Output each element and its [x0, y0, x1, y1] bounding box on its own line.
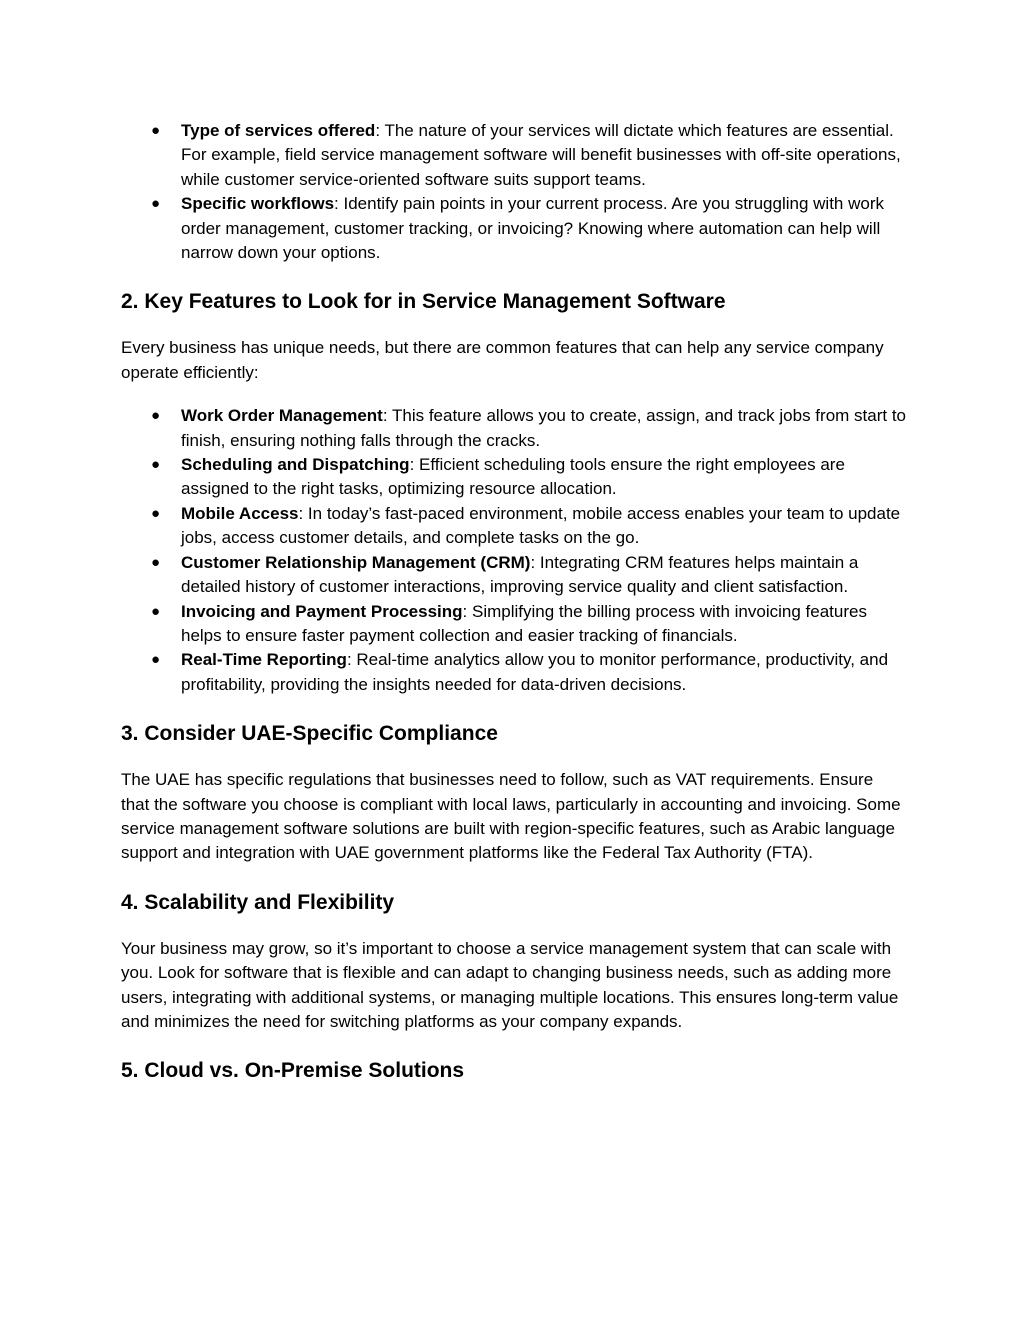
- section-5-heading: 5. Cloud vs. On-Premise Solutions: [121, 1059, 465, 1083]
- list-item: [121, 502, 906, 551]
- bullet-text: : Efficient scheduling tools ensure the right employees are assigned to the right tasks, optimizing resource allocation.: [181, 455, 845, 499]
- list-item: [121, 600, 906, 649]
- section-2-heading: 2. Key Features to Look for in Service Management Software: [121, 290, 726, 314]
- bullet-term: Customer Relationship Management (CRM): [181, 552, 531, 572]
- bullet-term: Work Order Management: [181, 406, 383, 426]
- bullet-icon: ●: [151, 504, 161, 522]
- list-item: [121, 119, 906, 192]
- bullet-term: Type of services offered: [181, 121, 376, 140]
- bullet-text: : In today’s fast-paced environment, mobile access enables your team to update jobs, access customer details, and complete tasks on the go.: [181, 503, 901, 548]
- list-item: [121, 404, 906, 453]
- section-3-body: The UAE has specific regulations that businesses need to follow, such as VAT requirements. Ensure that the software you choose is compliant with local laws, particularly in accounting and invoicing. Some service management software solutions are built with region-specific features, such as Arabic language support and integration with UAE government platforms like the Federal Tax Authority (FTA).: [121, 770, 901, 863]
- bullet-term: Specific workflows: [181, 194, 335, 214]
- bullet-text: : Integrating CRM features helps maintain a detailed history of customer interactions, improving service quality and client satisfaction.: [181, 552, 859, 597]
- section-2-intro: Every business has unique needs, but there are common features that can help any service company operate efficiently:: [121, 338, 884, 382]
- bullet-text: : Simplifying the billing process with invoicing features helps to ensure faster payment collection and easier tracking of financials.: [181, 601, 867, 645]
- bullet-term: Real-Time Reporting: [181, 650, 347, 670]
- features-bullet-list: [121, 404, 906, 697]
- bullet-icon: ●: [151, 553, 161, 571]
- bullet-term: Mobile Access: [181, 503, 299, 523]
- bullet-text: : Identify pain points in your current process. Are you struggling with work order management, customer tracking, or invoicing? Knowing where automation can help will narrow down your options.: [181, 194, 884, 263]
- section-4-heading: 4. Scalability and Flexibility: [121, 890, 395, 914]
- bullet-icon: ●: [151, 651, 161, 669]
- document-content: [121, 119, 906, 1085]
- list-item: [121, 192, 906, 265]
- bullet-icon: ●: [151, 407, 161, 425]
- bullet-icon: ●: [151, 602, 161, 620]
- intro-bullet-list: [121, 119, 906, 265]
- list-item: [121, 453, 906, 502]
- bullet-text: : Real-time analytics allow you to monitor performance, productivity, and profitability, providing the insights needed for data-driven decisions.: [181, 650, 889, 694]
- bullet-term: Scheduling and Dispatching: [181, 455, 410, 475]
- list-item: [121, 551, 906, 600]
- bullet-text: : The nature of your services will dictate which features are essential. For example, field service management software will benefit businesses with off-site operations, while customer service-oriented software suits support teams.: [181, 121, 901, 189]
- bullet-text: : This feature allows you to create, assign, and track jobs from start to finish, ensuring nothing falls through the cracks.: [181, 406, 906, 450]
- section-4-body: Your business may grow, so it’s important to choose a service management system that can scale with you. Look for software that is flexible and can adapt to changing business needs, such as adding more users, integrating with additional systems, or managing multiple locations. This ensures long-term value and minimizes the need for switching platforms as your company expands.: [121, 938, 899, 1031]
- list-item: [121, 648, 906, 697]
- bullet-term: Invoicing and Payment Processing: [181, 601, 463, 621]
- bullet-icon: ●: [151, 195, 161, 213]
- bullet-icon: ●: [151, 456, 161, 474]
- bullet-icon: ●: [151, 122, 161, 139]
- section-3-heading: 3. Consider UAE-Specific Compliance: [121, 722, 498, 746]
